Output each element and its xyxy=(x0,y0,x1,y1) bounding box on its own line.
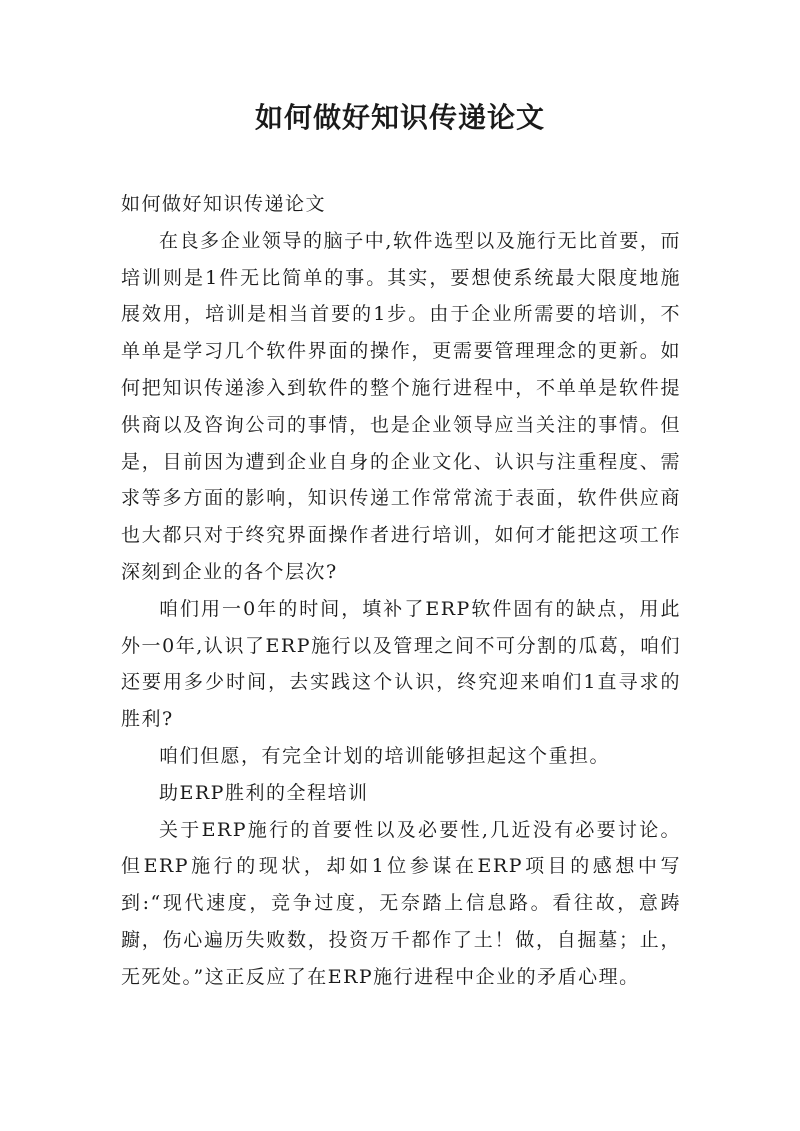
section-heading: 助ERP胜利的全程培训 xyxy=(159,781,369,804)
paragraph-1: 在良多企业领导的脑子中,软件选型以及施行无比首要，而培训则是1件无比简单的事。其实，要想使系统最大限度地施展效用，培训是相当首要的1步。由于企业所需要的培训，不单单是学习几个软件界面的操作，更需要管理理念的更新。如何把知识传递渗入到软件的整个施行进程中，不单单是软件提供商以及咨询公司的事情，也是企业领导应当关注的事情。但是，目前因为遭到企业自身的企业文化、认识与注重程度、需求等多方面的影响，知识传递工作常常流于表面，软件供应商也大都只对于终究界面操作者进行培训，如何才能把这项工作深刻到企业的各个层次? xyxy=(121,229,681,583)
paragraph-4: 关于ERP施行的首要性以及必要性,几近没有必要讨论。但ERP施行的现状，却如1位参谋在ERP项目的感想中写到:“现代速度，竞争过度，无奈踏上信息路。看往故，意踌躕，伤心遍历失败数，投资万千都作了土！做，自掘墓；止，无死处。”这正反应了在ERP施行进程中企业的矛盾心理。 xyxy=(121,818,681,988)
document-title: 如何做好知识传递论文 xyxy=(254,101,545,134)
paragraph-2: 咱们用一0年的时间，填补了ERP软件固有的缺点，用此外一0年,认识了ERP施行以及管理之间不可分割的瓜葛，咱们还要用多少时间，去实践这个认识，终究迎来咱们1直寻求的胜利? xyxy=(121,597,681,731)
paragraph-3: 咱们但愿，有完全计划的培训能够担起这个重担。 xyxy=(159,744,611,767)
paragraph-subtitle: 如何做好知识传递论文 xyxy=(121,193,327,215)
document-body xyxy=(121,186,681,996)
